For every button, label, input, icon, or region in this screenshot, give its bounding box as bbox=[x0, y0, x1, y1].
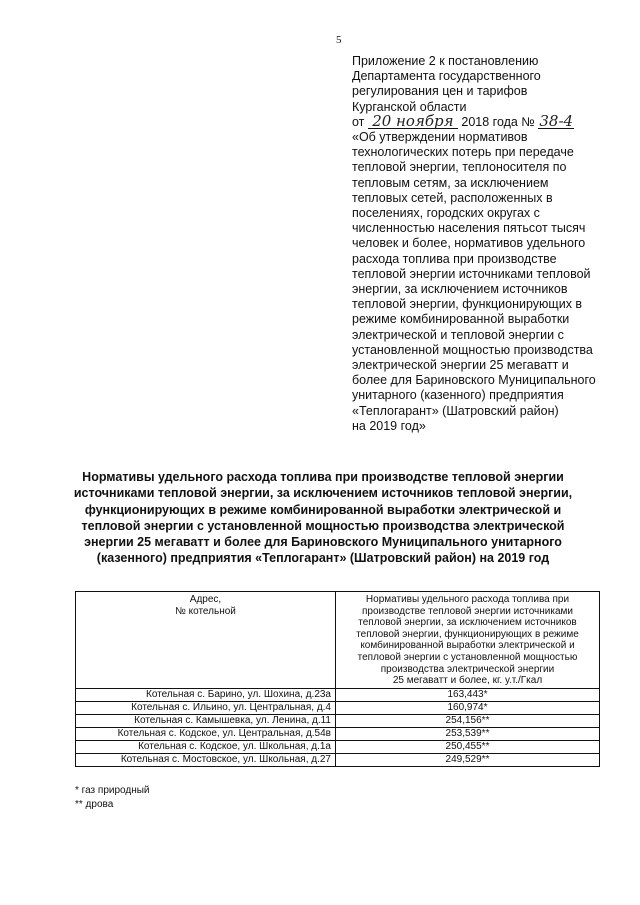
footnote-wood: ** дрова bbox=[75, 799, 114, 810]
table-row bbox=[76, 727, 600, 740]
appendix-header-line: Департамента государственного bbox=[352, 69, 541, 84]
appendix-title-line: тепловой энергии, теплоносителя по bbox=[352, 160, 567, 175]
appendix-header-line: регулирования цен и тарифов bbox=[352, 84, 528, 99]
appendix-header-line: Приложение 2 к постановлению bbox=[352, 54, 539, 68]
address-cell: Котельная с. Кодское, ул. Центральная, д.54в bbox=[76, 727, 336, 740]
value-cell: 163,443* bbox=[336, 688, 600, 701]
appendix-title-line: поселениях, городских округах с bbox=[352, 206, 540, 221]
appendix-date-line bbox=[352, 111, 622, 130]
header-text-line: 25 мегаватт и более, кг. у.т./Гкал bbox=[392, 675, 543, 687]
heading-line: Нормативы удельного расхода топлива при производстве тепловой энергии bbox=[82, 470, 564, 484]
header-text-line: тепловой энергии, функционирующих в режиме bbox=[356, 628, 579, 640]
footnote-gas: * газ природный bbox=[75, 785, 150, 796]
appendix-block bbox=[352, 54, 622, 434]
table-row bbox=[76, 701, 600, 714]
table-row bbox=[76, 753, 600, 766]
footnotes bbox=[75, 784, 150, 812]
date-suffix: 2018 года № bbox=[461, 114, 535, 129]
header-text-line: Адрес, bbox=[189, 594, 222, 605]
address-column-header bbox=[76, 592, 336, 689]
appendix-title-line: тепловой энергии источниками тепловой bbox=[352, 266, 591, 281]
document-heading bbox=[60, 469, 586, 567]
table-row bbox=[76, 714, 600, 727]
appendix-title-line: установленной мощностью производства bbox=[352, 342, 593, 357]
address-cell: Котельная с. Барино, ул. Шохина, д.23а bbox=[76, 688, 336, 701]
appendix-title-line: «Об утверждении нормативов bbox=[352, 130, 528, 145]
handwritten-number: 38-4 bbox=[539, 111, 574, 130]
header-text-line: тепловой энергии с установленной мощностью bbox=[357, 651, 578, 663]
norm-column-header bbox=[336, 592, 600, 689]
header-text-line: Нормативы удельного расхода топлива при bbox=[365, 594, 570, 605]
appendix-title-line: тепловым сетям, за исключением bbox=[352, 175, 549, 190]
appendix-title-line: более для Бариновского Муниципального bbox=[352, 373, 596, 388]
appendix-title-line: электрической и тепловой энергии с bbox=[352, 327, 564, 342]
handwritten-date: 20 ноября bbox=[368, 115, 458, 129]
header-text-line: комбинированной выработки электрической и bbox=[360, 640, 575, 652]
address-cell: Котельная с. Ильино, ул. Центральная, д.4 bbox=[76, 701, 336, 714]
address-cell: Котельная с. Мостовское, ул. Школьная, д.27 bbox=[76, 753, 336, 766]
page-number: 5 bbox=[336, 34, 342, 46]
appendix-title-line: «Теплогарант» (Шатровский район) bbox=[352, 403, 559, 418]
heading-line: источниками тепловой энергии, за исключением источников тепловой энергии, bbox=[73, 486, 573, 501]
value-cell: 253,539** bbox=[336, 727, 600, 740]
appendix-title-line: тепловых сетей, расположенных в bbox=[352, 190, 553, 205]
header-text-line: тепловой энергии, за исключением источников bbox=[358, 617, 577, 629]
address-cell: Котельная с. Кодское, ул. Школьная, д.1а bbox=[76, 740, 336, 753]
appendix-title-line: технологических потерь при передаче bbox=[352, 145, 574, 160]
table-header-row bbox=[76, 592, 600, 689]
heading-line: (казенного) предприятия «Теплогарант» (Шатровский район) на 2019 год bbox=[96, 551, 550, 566]
value-cell: 160,974* bbox=[336, 701, 600, 714]
date-prefix: от bbox=[352, 114, 365, 129]
value-cell: 249,529** bbox=[336, 753, 600, 766]
appendix-header-line: Курганской области bbox=[352, 99, 467, 114]
norms-table bbox=[75, 591, 600, 767]
header-text-line: производстве тепловой энергии источниками bbox=[362, 605, 573, 617]
address-cell: Котельная с. Камышевка, ул. Ленина, д.11 bbox=[76, 714, 336, 727]
appendix-title-line: человек и более, нормативов удельного bbox=[352, 236, 586, 251]
header-text-line: № котельной bbox=[175, 605, 236, 617]
heading-line: тепловой энергии с установленной мощностью производства электрической bbox=[81, 518, 565, 533]
appendix-title-line: на 2019 год» bbox=[352, 418, 426, 433]
value-cell: 250,455** bbox=[336, 740, 600, 753]
appendix-title-line: расхода топлива при производстве bbox=[352, 251, 557, 266]
heading-line: функционирующих в режиме комбинированной выработки электрической и bbox=[84, 502, 562, 517]
value-cell: 254,156** bbox=[336, 714, 600, 727]
appendix-title-line: численностью населения пятьсот тысяч bbox=[352, 221, 586, 236]
heading-line: энергии 25 мегаватт и более для Бариновского Муниципального унитарного bbox=[84, 535, 562, 550]
header-text-line: производства электрической энергии bbox=[380, 663, 555, 675]
appendix-title-line: тепловой энергии, функционирующих в bbox=[352, 297, 583, 312]
table-row bbox=[76, 740, 600, 753]
appendix-title-line: унитарного (казенного) предприятия bbox=[352, 388, 564, 403]
appendix-title-line: энергии, за исключением источников bbox=[352, 282, 568, 297]
table-row bbox=[76, 688, 600, 701]
appendix-title-line: режиме комбинированной выработки bbox=[352, 312, 570, 327]
appendix-title-line: электрической энергии 25 мегаватт и bbox=[352, 358, 569, 373]
